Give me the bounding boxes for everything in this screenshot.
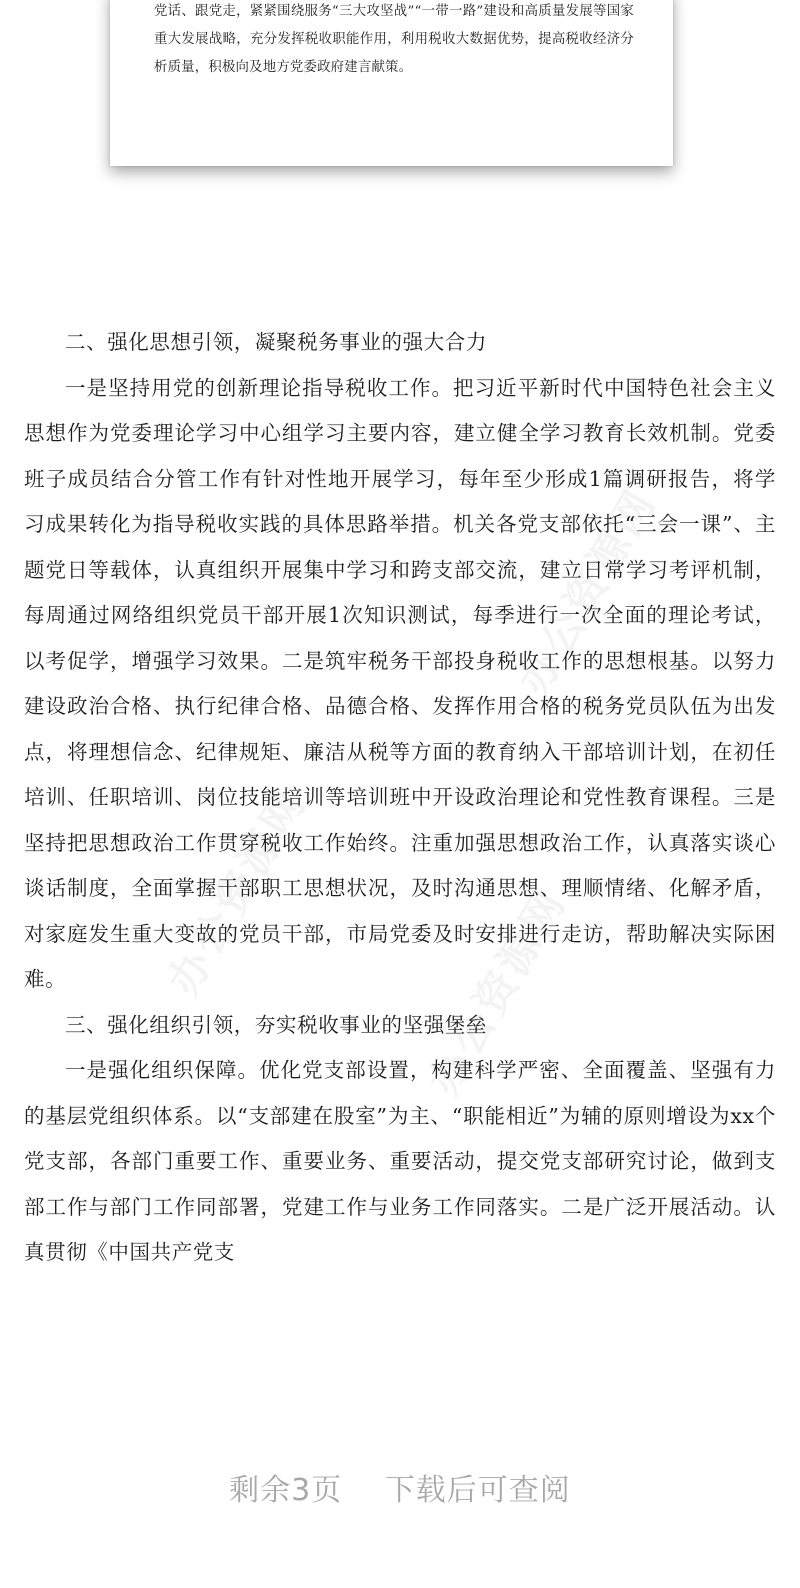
download-prompt[interactable] [0,1465,800,1509]
section-heading: 二、强化思想引领，凝聚税务事业的强大合力 [65,330,487,354]
watermark: 办公资源网 [418,879,576,1104]
page-preview-card [110,0,673,166]
card-paragraph: 党话、跟党走，紧紧围绕服务“三大攻坚战”“一带一路”建设和高质量发展等国家重大发展战略，充分发挥税收职能作用，利用税收大数据优势，提高税收经济分析质量，积极向及地方党委政府建言献策。 [154,4,634,75]
watermark: 办公资源网 [158,779,316,1004]
download-hint-label: 下载后可查阅 [384,1473,571,1508]
watermark: 办公资源网 [508,479,666,704]
paragraph: 一是坚持用党的创新理论指导税收工作。把习近平新时代中国特色社会主义思想作为党委理论学习中心组学习主要内容，建立健全学习教育长效机制。党委班子成员结合分管工作有针对性地开展学习，每年至少形成1篇调研报告，将学习成果转化为指导税收实践的具体思路举措。机关各党支部依托“三会一课”、主题党日等载体，认真组织开展集中学习和跨支部交流，建立日常学习考评机制，每周通过网络组织党员干部开展1次知识测试，每季进行一次全面的理论考试，以考促学，增强学习效果。二是筑牢税务干部投身税收工作的思想根基。以努力建设政治合格、执行纪律合格、品德合格、发挥作用合格的税务党员队伍为出发点，将理想信念、纪律规矩、廉洁从税等方面的教育纳入干部培训计划，在初任培训、任职培训、岗位技能培训等培训班中开设政治理论和党性教育课程。三是坚持把思想政治工作贯穿税收工作始终。注重加强思想政治工作，认真落实谈心谈话制度，全面掌握干部职工思想状况，及时沟通思想、理顺情绪、化解矛盾，对家庭发生重大变故的党员干部，市局党委及时安排进行走访，帮助解决实际困难。 [24,375,776,991]
document-body [24,320,776,1276]
remaining-pages-label: 剩余3页 [229,1473,343,1508]
paragraph: 一是强化组织保障。优化党支部设置，构建科学严密、全面覆盖、坚强有力的基层党组织体系。以“支部建在股室”为主、“职能相近”为辅的原则增设为xx个党支部，各部门重要工作、重要业务、重要活动，提交党支部研究讨论，做到支部工作与部门工作同部署，党建工作与业务工作同落实。二是广泛开展活动。认真贯彻《中国共产党支 [24,1058,776,1264]
section-heading: 三、强化组织引领，夯实税收事业的坚强堡垒 [65,1012,487,1037]
